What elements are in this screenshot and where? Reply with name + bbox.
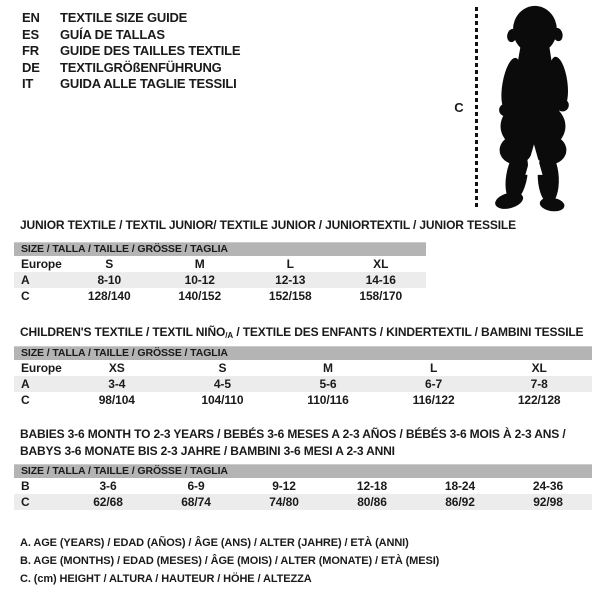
size-cell: L xyxy=(286,257,294,271)
size-cell: XL xyxy=(531,361,547,375)
table-row xyxy=(14,272,426,288)
size-cell: M xyxy=(323,361,333,375)
height-cell: 80/86 xyxy=(357,495,387,509)
height-cell: 152/158 xyxy=(268,289,312,303)
row-label: B xyxy=(21,479,30,493)
language-label: GUÍA DE TALLAS xyxy=(60,26,165,42)
language-row-it xyxy=(22,76,240,93)
footnotes xyxy=(20,534,439,588)
height-cell: 116/122 xyxy=(412,393,455,407)
height-cell: 122/128 xyxy=(517,393,561,407)
age-cell: 4-5 xyxy=(213,377,231,391)
table-row xyxy=(14,360,592,376)
height-cell: 92/98 xyxy=(533,495,563,509)
language-label: GUIDE DES TAILLES TEXTILE xyxy=(60,43,241,58)
size-header-band: SIZE / TALLA / TAILLE / GRÖSSE / TAGLIA xyxy=(14,464,592,478)
table-row xyxy=(14,288,426,304)
title-text: CHILDREN'S TEXTILE / TEXTIL NIÑO xyxy=(20,325,226,339)
size-cell: XS xyxy=(108,361,125,375)
language-code: DE xyxy=(22,59,40,75)
dashed-measure-line xyxy=(475,7,478,209)
language-code: EN xyxy=(22,10,40,25)
title-text: / TEXTILE DES ENFANTS / KINDERTEXTIL / BAMBINI TESSILE xyxy=(233,325,584,339)
table-row xyxy=(14,494,592,510)
footnote-a: A. AGE (YEARS) / EDAD (AÑOS) / ÂGE (ANS) / ALTER (JAHRE) / ETÀ (ANNI) xyxy=(20,537,409,549)
height-cell: 158/170 xyxy=(359,289,403,303)
babies-table-title xyxy=(20,426,592,460)
age-cell: 6-9 xyxy=(187,479,205,493)
language-code: IT xyxy=(22,76,34,91)
age-cell: 18-24 xyxy=(444,479,476,493)
size-cell: S xyxy=(105,257,114,271)
size-header-band: SIZE / TALLA / TAILLE / GRÖSSE / TAGLIA xyxy=(14,242,426,256)
language-guide-list xyxy=(22,10,240,93)
age-cell: 12-13 xyxy=(275,273,306,287)
age-cell: 8-10 xyxy=(97,273,122,287)
height-cell: 128/140 xyxy=(87,289,131,303)
junior-table-title: JUNIOR TEXTILE / TEXTIL JUNIOR/ TEXTILE JUNIOR / JUNIORTEXTIL / JUNIOR TESSILE xyxy=(20,218,516,232)
babies-size-table xyxy=(14,464,592,510)
title-line-1: BABIES 3-6 MONTH TO 2-3 YEARS / BEBÉS 3-6 MESES A 2-3 AÑOS / BÉBÉS 3-6 MOIS À 2-3 ANS / xyxy=(20,427,566,441)
language-label: TEXTILE SIZE GUIDE xyxy=(60,10,188,25)
title-line-2: BABYS 3-6 MONATE BIS 2-3 JAHRE / BAMBINI 3-6 MESI A 2-3 ANNI xyxy=(20,444,395,458)
height-cell: 86/92 xyxy=(445,495,475,509)
language-label: GUIDA ALLE TAGLIE TESSILI xyxy=(60,76,237,91)
title-subscript: /A xyxy=(225,331,234,340)
children-table-title xyxy=(20,324,592,344)
height-cell: 62/68 xyxy=(93,495,123,509)
height-cell: 140/152 xyxy=(178,289,222,303)
size-cell: XL xyxy=(373,257,389,271)
height-cell: 74/80 xyxy=(269,495,299,509)
height-cell: 98/104 xyxy=(98,393,135,407)
junior-size-table xyxy=(14,242,426,304)
language-row-en xyxy=(22,10,240,27)
height-cell: 104/110 xyxy=(201,393,244,407)
language-row-es xyxy=(22,27,240,44)
table-row xyxy=(14,256,426,272)
age-cell: 9-12 xyxy=(272,479,296,493)
age-cell: 3-6 xyxy=(99,479,117,493)
row-label: Europe xyxy=(21,361,62,375)
language-code: ES xyxy=(22,26,39,42)
measure-c-label: C xyxy=(454,100,464,115)
language-row-de xyxy=(22,60,240,77)
footnote-b: B. AGE (MONTHS) / EDAD (MESES) / ÂGE (MOIS) / ALTER (MONATE) / ETÀ (MESI) xyxy=(20,555,440,567)
height-measure-figure xyxy=(448,4,594,218)
size-header-band: SIZE / TALLA / TAILLE / GRÖSSE / TAGLIA xyxy=(14,346,592,360)
table-row xyxy=(14,478,592,494)
age-cell: 14-16 xyxy=(365,273,396,287)
row-label: A xyxy=(21,273,30,287)
language-code: FR xyxy=(22,43,39,58)
table-row xyxy=(14,392,592,408)
row-label: C xyxy=(21,393,30,407)
children-size-table xyxy=(14,346,592,408)
language-row-fr xyxy=(22,43,240,60)
row-label: C xyxy=(21,495,30,509)
age-cell: 7-8 xyxy=(530,377,548,391)
language-label: TEXTILGRÖßENFÜHRUNG xyxy=(60,59,222,75)
size-cell: M xyxy=(194,257,205,271)
size-cell: S xyxy=(218,361,227,375)
row-label: A xyxy=(21,377,30,391)
row-label: C xyxy=(21,289,30,303)
height-cell: 110/116 xyxy=(307,393,349,407)
age-cell: 10-12 xyxy=(184,273,215,287)
row-label: Europe xyxy=(21,257,62,271)
size-cell: L xyxy=(429,361,438,375)
age-cell: 5-6 xyxy=(319,377,337,391)
age-cell: 24-36 xyxy=(532,479,564,493)
height-cell: 68/74 xyxy=(181,495,211,509)
table-row xyxy=(14,376,592,392)
age-cell: 3-4 xyxy=(108,377,126,391)
baby-silhouette-icon xyxy=(484,4,582,214)
age-cell: 12-18 xyxy=(356,479,388,493)
age-cell: 6-7 xyxy=(425,377,443,391)
footnote-c: C. (cm) HEIGHT / ALTURA / HAUTEUR / HÖHE / ALTEZZA xyxy=(20,573,312,585)
